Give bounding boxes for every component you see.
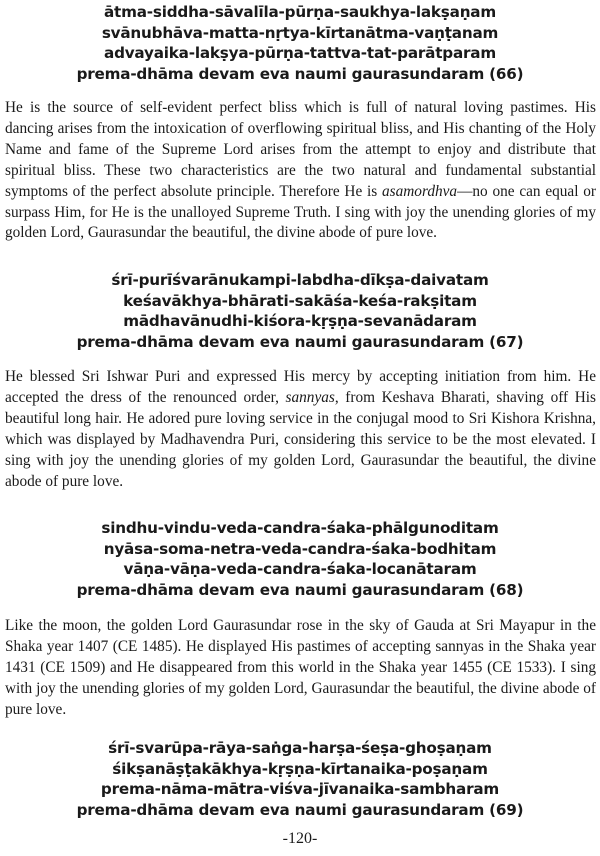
verse-66 (0, 2, 600, 84)
verse-69 (0, 738, 600, 820)
verse-line: śrī-purīśvarānukampi-labdha-dīkṣa-daivatam (111, 271, 489, 289)
italic-term: sannyas (285, 388, 335, 406)
verse-line: prema-nāma-mātra-viśva-jīvanaika-sambharam (100, 780, 500, 798)
paragraph-text: , from Keshava Bharati, shaving off His beautiful long hair. He adored pure loving service in the conjugal mood to Sri Kishora Krishna, which was displayed by Madhavendra Puri, considering this service to be the most elevated. I sing with joy the unending glories of my golden Lord, Gaurasundar the beautiful, the divine abode of pure love. (5, 388, 596, 490)
italic-term: asamordhva (382, 182, 458, 200)
verse-refrain: prema-dhāma devam eva naumi gaurasundaram (67) (76, 332, 524, 351)
verse-line: vāṇa-vāṇa-veda-candra-śaka-locanātaram (123, 560, 477, 578)
page-number: -120- (282, 830, 318, 847)
verse-line: śrī-svarūpa-rāya-saṅga-harṣa-śeṣa-ghoṣaṇam (108, 739, 492, 757)
verse-68 (0, 518, 600, 600)
verse-67 (0, 270, 600, 352)
paragraph-68: Like the moon, the golden Lord Gaurasundar rose in the sky of Gauda at Sri Mayapur in the Shaka year 1407 (CE 1485). He displayed His pastimes of accepting sannyas in the Shaka year 1431 (CE 1509) and He disappeared from this world in the Shaka year 1455 (CE 1533). I sing with joy the unending glories of my golden Lord, Gaurasundar the beautiful, the divine abode of pure love. (5, 617, 596, 718)
verse-line: sindhu-vindu-veda-candra-śaka-phālgunoditam (101, 519, 499, 537)
verse-refrain: prema-dhāma devam eva naumi gaurasundaram (68) (76, 580, 524, 599)
paragraph-text: He is the source of self-evident perfect bliss which is full of natural loving pastimes. His dancing arises from the intoxication of overflowing spiritual bliss, and His chanting of the Holy Name and fame of the Supreme Lord arises from the attempt to enjoy and distribute that spiritual bliss. These two characteristics are the two natural and fundamental substantial symptoms of the perfect absolute principle. Therefore He is (5, 99, 596, 200)
paragraph-67 (5, 367, 596, 492)
verse-line: advayaika-lakṣya-pūrṇa-tattva-tat-parātparam (104, 44, 496, 62)
verse-line: ātma-siddha-sāvalīla-pūrṇa-saukhya-lakṣaṇam (104, 3, 496, 21)
verse-line: śikṣanāṣṭakākhya-kṛṣṇa-kīrtanaika-poṣaṇam (112, 759, 488, 778)
paragraph-text: —no one can equal or surpass Him, for He is the unalloyed Supreme Truth. I sing with joy the unending glories of my golden Lord, Gaurasundar the beautiful, the divine abode of pure love. (5, 182, 596, 242)
verse-line: nyāsa-soma-netra-veda-candra-śaka-bodhitam (103, 539, 497, 558)
verse-refrain: prema-dhāma devam eva naumi gaurasundaram (69) (76, 800, 524, 819)
paragraph-text: He blessed Sri Ishwar Puri and expressed His mercy by accepting initiation from him. He accepted the dress of the renounced order, (5, 368, 596, 406)
paragraph-66 (5, 98, 596, 244)
verse-line: mādhavānudhi-kiśora-kṛṣṇa-sevanādaram (123, 312, 477, 330)
verse-refrain: prema-dhāma devam eva naumi gaurasundaram (66) (76, 64, 524, 83)
verse-line: svānubhāva-matta-nṛtya-kīrtanātma-vaṇṭanam (101, 23, 499, 42)
verse-line: keśavākhya-bhārati-sakāśa-keśa-rakṣitam (123, 291, 477, 310)
